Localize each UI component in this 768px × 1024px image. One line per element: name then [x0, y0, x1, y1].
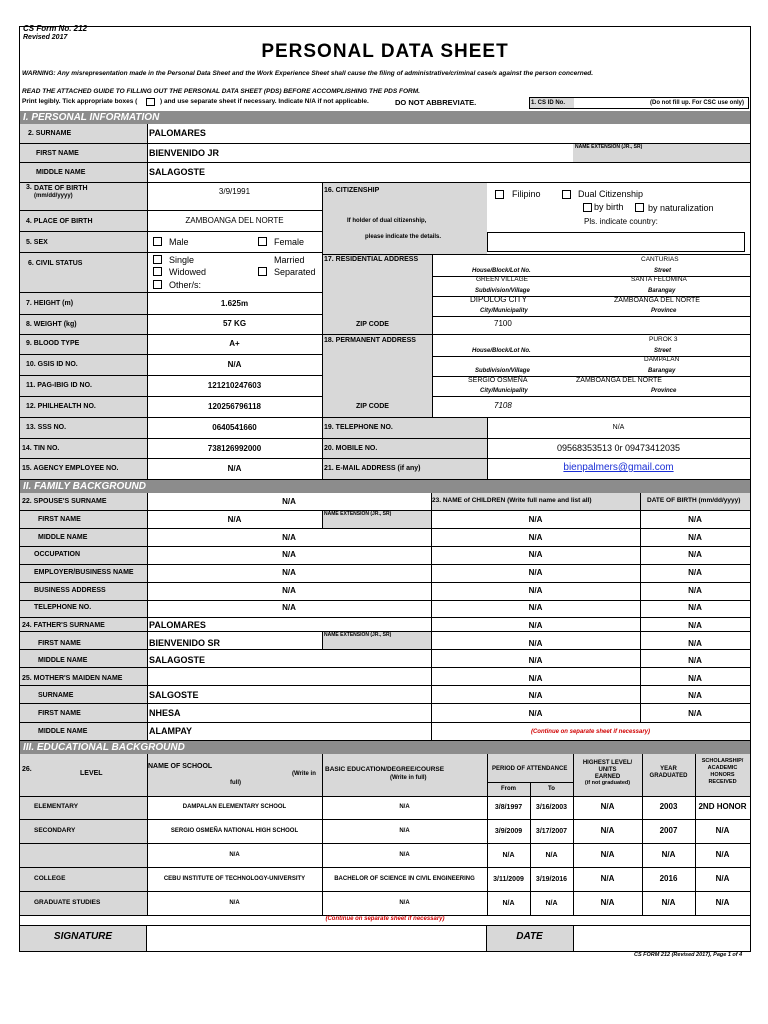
- father-first-label: FIRST NAME: [38, 640, 81, 647]
- education-course-write: (Write in full): [390, 775, 427, 781]
- education-course-cell[interactable]: N/A: [399, 828, 410, 834]
- education-from-header: From: [501, 786, 516, 792]
- residential-address-label: 17. RESIDENTIAL ADDRESS: [324, 256, 419, 263]
- blood-type-value[interactable]: A+: [229, 339, 240, 348]
- education-school-full: full): [230, 780, 241, 786]
- dual-country-field[interactable]: [487, 232, 745, 252]
- print-instruction-a: Print legibly. Tick appropriate boxes (: [22, 98, 138, 105]
- res-city-value[interactable]: DIPOLOG CITY: [470, 295, 527, 304]
- child-name[interactable]: N/A: [528, 656, 543, 665]
- education-honors-header-2: ACADEMIC: [707, 765, 738, 771]
- mother-middle-label: MIDDLE NAME: [38, 728, 88, 735]
- pob-label: 4. PLACE OF BIRTH: [26, 218, 93, 225]
- child-dob[interactable]: N/A: [688, 656, 702, 665]
- education-honors-cell[interactable]: N/A: [715, 850, 730, 859]
- perm-house-sub: House/Block/Lot No.: [472, 348, 531, 354]
- father-middle-label: MIDDLE NAME: [38, 657, 88, 664]
- mother-maiden-label: 25. MOTHER'S MAIDEN NAME: [22, 675, 123, 682]
- tin-label: 14. TIN NO.: [22, 445, 60, 452]
- sex-male-checkbox[interactable]: [153, 237, 162, 246]
- education-course-cell[interactable]: BACHELOR OF SCIENCE IN CIVIL ENGINEERING: [334, 876, 475, 882]
- res-village-sub: Subdivision/Village: [475, 288, 530, 294]
- philhealth-label: 12. PHILHEALTH NO.: [26, 403, 96, 410]
- sex-female-checkbox[interactable]: [258, 237, 267, 246]
- res-zip-value[interactable]: 7100: [494, 319, 512, 328]
- date-label: DATE: [516, 931, 543, 942]
- education-year-cell[interactable]: 2016: [659, 874, 678, 883]
- sss-label: 13. SSS NO.: [26, 424, 67, 431]
- education-school-cell[interactable]: DAMPALAN ELEMENTARY SCHOOL: [182, 804, 287, 810]
- education-course-cell[interactable]: N/A: [399, 900, 410, 906]
- education-from-cell[interactable]: N/A: [502, 900, 515, 907]
- child-name[interactable]: N/A: [528, 568, 543, 577]
- civil-separated-checkbox[interactable]: [258, 267, 267, 276]
- education-from-cell[interactable]: N/A: [502, 852, 515, 859]
- perm-zip-label: ZIP CODE: [356, 403, 389, 410]
- father-first-value[interactable]: BIENVENIDO SR: [149, 638, 221, 648]
- blood-type-label: 9. BLOOD TYPE: [26, 340, 80, 347]
- dob-label: DATE OF BIRTH: [34, 185, 88, 192]
- education-from-cell[interactable]: 3/8/1997: [494, 804, 523, 811]
- education-continue-note: (Continue on separate sheet if necessary): [325, 916, 445, 922]
- education-course-cell[interactable]: N/A: [399, 852, 410, 858]
- education-level-cell: ELEMENTARY: [34, 803, 79, 810]
- education-highest-header-3: EARNED: [594, 774, 621, 780]
- child-dob[interactable]: N/A: [688, 674, 702, 683]
- guide-text: READ THE ATTACHED GUIDE TO FILLING OUT THE PERSONAL DATA SHEET (PDS) BEFORE ACCOMPLISHING THE PDS FORM.: [22, 88, 420, 95]
- child-dob[interactable]: N/A: [688, 568, 702, 577]
- education-units-cell[interactable]: N/A: [600, 850, 615, 859]
- do-not-abbreviate: DO NOT ABBREVIATE.: [395, 98, 477, 107]
- children-label: 23. NAME of CHILDREN (Write full name and list all): [432, 497, 592, 504]
- pagibig-label: 11. PAG-IBIG ID NO.: [26, 382, 92, 389]
- perm-province-sub: Province: [651, 388, 677, 394]
- spouse-first-value[interactable]: N/A: [227, 515, 242, 524]
- education-honors-cell[interactable]: N/A: [715, 898, 730, 907]
- children-dob-label: DATE OF BIRTH (mm/dd/yyyy): [647, 497, 741, 504]
- education-units-cell[interactable]: N/A: [600, 874, 615, 883]
- dual-note-2: please indicate the details.: [365, 234, 442, 240]
- child-dob[interactable]: N/A: [688, 639, 702, 648]
- citizenship-dual-label: Dual Citizenship: [578, 189, 644, 199]
- child-dob[interactable]: N/A: [688, 621, 702, 630]
- sex-label: 5. SEX: [26, 239, 48, 246]
- civil-widowed-checkbox[interactable]: [153, 267, 162, 276]
- section-educational-background: III. EDUCATIONAL BACKGROUND: [20, 741, 750, 754]
- education-year-header-1: YEAR: [660, 766, 677, 772]
- sss-value[interactable]: 0640541660: [212, 423, 257, 432]
- philhealth-value[interactable]: 120256796118: [208, 402, 261, 411]
- civil-others-label: Other/s:: [169, 280, 202, 290]
- cs-id-note: (Do not fill up. For CSC use only): [650, 100, 744, 106]
- res-barangay-value[interactable]: SANTA FELOMINA: [631, 276, 687, 283]
- date-field[interactable]: [574, 926, 750, 951]
- page-title: PERSONAL DATA SHEET: [261, 41, 509, 62]
- education-period-header: PERIOD OF ATTENDANCE: [492, 766, 568, 772]
- education-school-header: NAME OF SCHOOL: [148, 763, 213, 770]
- father-ext-label: NAME EXTENSION (JR., SR): [324, 632, 392, 638]
- family-continue-note: (Continue on separate sheet if necessary): [530, 729, 651, 735]
- middle-name-label: MIDDLE NAME: [36, 169, 86, 176]
- weight-label: 8. WEIGHT (kg): [26, 321, 77, 328]
- perm-village-sub: Subdivision/Village: [475, 368, 530, 374]
- agency-no-value[interactable]: N/A: [227, 464, 242, 473]
- education-year-header-2: GRADUATED: [649, 773, 688, 779]
- section-personal-info: I. PERSONAL INFORMATION: [20, 111, 750, 124]
- education-to-cell[interactable]: N/A: [545, 852, 558, 859]
- child-dob[interactable]: N/A: [688, 586, 702, 595]
- dual-note-1: If holder of dual citizenship,: [347, 218, 427, 224]
- child-dob[interactable]: N/A: [688, 515, 702, 524]
- surname-label: 2. SURNAME: [28, 130, 72, 137]
- education-to-cell[interactable]: 3/19/2016: [535, 876, 568, 883]
- civil-married-label: Married: [274, 255, 305, 265]
- warning-text: WARNING: Any misrepresentation made in the Personal Data Sheet and the Work Experience Sheet shall cause the filing of administrative/criminal case/s against the person concerned.: [22, 70, 594, 77]
- surname-value[interactable]: PALOMARES: [149, 128, 206, 138]
- education-level-cell: COLLEGE: [34, 875, 66, 882]
- education-school-cell[interactable]: CEBU INSTITUTE OF TECHNOLOGY-UNIVERSITY: [163, 876, 306, 882]
- email-label: 21. E-MAIL ADDRESS (if any): [324, 465, 421, 472]
- permanent-address-label: 18. PERMANENT ADDRESS: [324, 337, 416, 344]
- education-honors-header-1: SCHOLARSHIP/: [701, 758, 744, 764]
- occupation-value[interactable]: N/A: [282, 550, 296, 559]
- spouse-middle-label: MIDDLE NAME: [38, 534, 88, 541]
- education-level-header: LEVEL: [80, 770, 103, 777]
- country-label: Pls. indicate country:: [584, 217, 658, 226]
- education-highest-header-2: UNITS: [598, 767, 617, 773]
- telephone-value[interactable]: N/A: [612, 424, 625, 431]
- education-honors-header-3: HONORS: [710, 772, 735, 778]
- education-from-cell[interactable]: 3/11/2009: [493, 876, 524, 883]
- occupation-label: OCCUPATION: [34, 551, 81, 558]
- education-to-header: To: [548, 786, 555, 792]
- gsis-label: 10. GSIS ID NO.: [26, 361, 78, 368]
- education-units-cell[interactable]: N/A: [600, 898, 615, 907]
- education-school-cell[interactable]: N/A: [229, 852, 240, 858]
- education-to-cell[interactable]: 3/17/2007: [535, 828, 568, 835]
- education-honors-cell[interactable]: N/A: [715, 874, 730, 883]
- education-from-cell[interactable]: 3/9/2009: [494, 828, 523, 835]
- res-province-value[interactable]: ZAMBOANGA DEL NORTE: [614, 297, 700, 304]
- agency-no-label: 15. AGENCY EMPLOYEE NO.: [22, 465, 119, 472]
- perm-barangay-value[interactable]: DAMPALAN: [644, 356, 680, 363]
- dual-by-birth-label: by birth: [594, 202, 624, 212]
- child-name[interactable]: N/A: [528, 603, 543, 612]
- res-house-sub: House/Block/Lot No.: [472, 268, 531, 274]
- citizenship-filipino-checkbox[interactable]: [495, 190, 504, 199]
- civil-separated-label: Separated: [274, 267, 316, 277]
- res-province-sub: Province: [651, 308, 677, 314]
- dob-number: 3.: [26, 184, 32, 191]
- height-label: 7. HEIGHT (m): [26, 300, 74, 307]
- signature-label: SIGNATURE: [53, 931, 113, 942]
- perm-city-sub: City/Municipality: [480, 388, 528, 394]
- child-dob[interactable]: N/A: [688, 691, 702, 700]
- education-to-cell[interactable]: 3/16/2003: [535, 804, 568, 811]
- cs-id-label: 1. CS ID No.: [531, 100, 566, 106]
- mother-surname-value[interactable]: SALGOSTE: [149, 690, 199, 700]
- child-name[interactable]: N/A: [528, 709, 543, 718]
- education-school-cell[interactable]: SERGIO OSMEÑA NATIONAL HIGH SCHOOL: [170, 828, 299, 834]
- education-number: 26.: [22, 766, 32, 773]
- education-course-header: BASIC EDUCATION/DEGREE/COURSE: [325, 766, 445, 773]
- res-city-sub: City/Municipality: [480, 308, 528, 314]
- business-address-label: BUSINESS ADDRESS: [34, 587, 106, 594]
- education-level-cell: SECONDARY: [34, 827, 76, 834]
- weight-value[interactable]: 57 KG: [222, 319, 247, 328]
- child-dob[interactable]: N/A: [688, 603, 702, 612]
- education-year-cell[interactable]: N/A: [661, 850, 676, 859]
- education-year-cell[interactable]: 2003: [659, 802, 678, 811]
- mother-middle-value[interactable]: ALAMPAY: [149, 726, 193, 736]
- res-house-value[interactable]: CANTURIAS: [641, 256, 679, 263]
- civil-status-label: 6. CIVIL STATUS: [28, 260, 83, 267]
- mother-first-value[interactable]: NHESA: [149, 708, 181, 718]
- child-dob[interactable]: N/A: [688, 709, 702, 718]
- child-name[interactable]: N/A: [528, 533, 543, 542]
- pob-value[interactable]: ZAMBOANGA DEL NORTE: [185, 216, 284, 225]
- education-level-cell: GRADUATE STUDIES: [34, 899, 101, 906]
- print-instruction-b: ) and use separate sheet if necessary. Indicate N/A if not applicable.: [160, 98, 369, 105]
- res-street-sub: Street: [654, 268, 672, 274]
- spouse-telephone-value[interactable]: N/A: [282, 603, 296, 612]
- father-surname-label: 24. FATHER'S SURNAME: [22, 622, 105, 629]
- middle-name-value[interactable]: SALAGOSTE: [149, 167, 206, 177]
- child-name[interactable]: N/A: [528, 674, 543, 683]
- mother-surname-label: SURNAME: [38, 692, 74, 699]
- civil-single-checkbox[interactable]: [153, 255, 162, 264]
- perm-province-value[interactable]: ZAMBOANGA DEL NORTE: [576, 377, 662, 384]
- education-highest-header-4: (if not graduated): [584, 780, 631, 786]
- dob-value[interactable]: 3/9/1991: [218, 187, 251, 196]
- education-units-cell[interactable]: N/A: [600, 826, 615, 835]
- spouse-first-label: FIRST NAME: [38, 516, 81, 523]
- sex-female-label: Female: [274, 237, 305, 247]
- dual-by-birth-checkbox[interactable]: [583, 203, 592, 212]
- first-name-label: FIRST NAME: [36, 150, 79, 157]
- employer-label: EMPLOYER/BUSINESS NAME: [34, 569, 134, 576]
- mother-first-label: FIRST NAME: [38, 710, 81, 717]
- civil-widowed-label: Widowed: [169, 267, 207, 277]
- civil-others-checkbox[interactable]: [153, 280, 162, 289]
- child-name[interactable]: N/A: [528, 691, 543, 700]
- page-note: CS FORM 212 (Revised 2017), Page 1 of 4: [634, 952, 743, 958]
- perm-street-value[interactable]: PUROK 3: [649, 336, 678, 343]
- education-to-cell[interactable]: N/A: [545, 900, 558, 907]
- child-name[interactable]: N/A: [528, 639, 543, 648]
- perm-zip-value[interactable]: 7108: [494, 401, 512, 410]
- education-honors-header-4: RECEIVED: [708, 779, 737, 785]
- perm-city-value[interactable]: SERGIO OSMEÑA: [468, 377, 528, 384]
- child-name[interactable]: N/A: [528, 515, 543, 524]
- education-year-cell[interactable]: 2007: [659, 826, 678, 835]
- sample-checkbox: [146, 98, 155, 106]
- spouse-surname-label: 22. SPOUSE'S SURNAME: [22, 498, 107, 505]
- sex-male-label: Male: [169, 237, 189, 247]
- child-dob[interactable]: N/A: [688, 533, 702, 542]
- perm-street-sub: Street: [654, 348, 672, 354]
- res-zip-label: ZIP CODE: [356, 321, 389, 328]
- height-value[interactable]: 1.625m: [220, 299, 249, 308]
- father-middle-value[interactable]: SALAGOSTE: [149, 655, 206, 665]
- education-year-cell[interactable]: N/A: [661, 898, 676, 907]
- education-highest-header-1: HIGHEST LEVEL/: [582, 760, 633, 766]
- education-school-cell[interactable]: N/A: [229, 900, 240, 906]
- perm-barangay-sub: Barangay: [648, 368, 676, 374]
- child-dob[interactable]: N/A: [688, 550, 702, 559]
- res-village-value[interactable]: GREEN VILLAGE: [476, 276, 529, 283]
- child-name[interactable]: N/A: [528, 621, 543, 630]
- education-units-cell[interactable]: N/A: [600, 802, 615, 811]
- signature-field[interactable]: [147, 926, 486, 951]
- spouse-ext-label: NAME EXTENSION (JR., SR): [324, 511, 392, 517]
- child-name[interactable]: N/A: [528, 550, 543, 559]
- email-value[interactable]: bienpalmers@gmail.com: [563, 462, 674, 473]
- gsis-value[interactable]: N/A: [227, 360, 242, 369]
- citizenship-label: 16. CITIZENSHIP: [324, 187, 380, 194]
- tin-value[interactable]: 738126992000: [207, 444, 262, 453]
- section-family-background: II. FAMILY BACKGROUND: [20, 480, 750, 493]
- telephone-label: 19. TELEPHONE NO.: [324, 424, 393, 431]
- form-revision: Revised 2017: [23, 34, 68, 41]
- citizenship-filipino-label: Filipino: [512, 189, 541, 199]
- business-address-value[interactable]: N/A: [282, 586, 296, 595]
- civil-single-label: Single: [169, 255, 195, 265]
- form-number: CS Form No. 212: [23, 24, 88, 33]
- education-honors-cell[interactable]: 2ND HONOR: [698, 802, 747, 811]
- mobile-label: 20. MOBILE NO.: [324, 445, 378, 452]
- dob-format: (mm/dd/yyyy): [34, 193, 73, 199]
- dual-by-naturalization-label: by naturalization: [648, 203, 714, 213]
- first-name-value[interactable]: BIENVENIDO JR: [149, 148, 220, 158]
- education-school-write: (Write in: [292, 771, 316, 777]
- education-honors-cell[interactable]: N/A: [715, 826, 730, 835]
- spouse-surname-value[interactable]: N/A: [282, 497, 296, 506]
- education-course-cell[interactable]: N/A: [399, 804, 410, 810]
- pagibig-value[interactable]: 121210247603: [207, 381, 262, 390]
- spouse-telephone-label: TELEPHONE NO.: [34, 604, 92, 611]
- citizenship-dual-checkbox[interactable]: [562, 190, 571, 199]
- employer-value[interactable]: N/A: [282, 568, 296, 577]
- spouse-middle-value[interactable]: N/A: [282, 533, 296, 542]
- name-extension-label: NAME EXTENSION (JR., SR): [575, 144, 643, 150]
- res-barangay-sub: Barangay: [648, 288, 676, 294]
- mobile-value[interactable]: 09568353513 0r 09473412035: [556, 443, 681, 453]
- dual-by-naturalization-checkbox[interactable]: [635, 203, 644, 212]
- father-surname-value[interactable]: PALOMARES: [149, 620, 206, 630]
- child-name[interactable]: N/A: [528, 586, 543, 595]
